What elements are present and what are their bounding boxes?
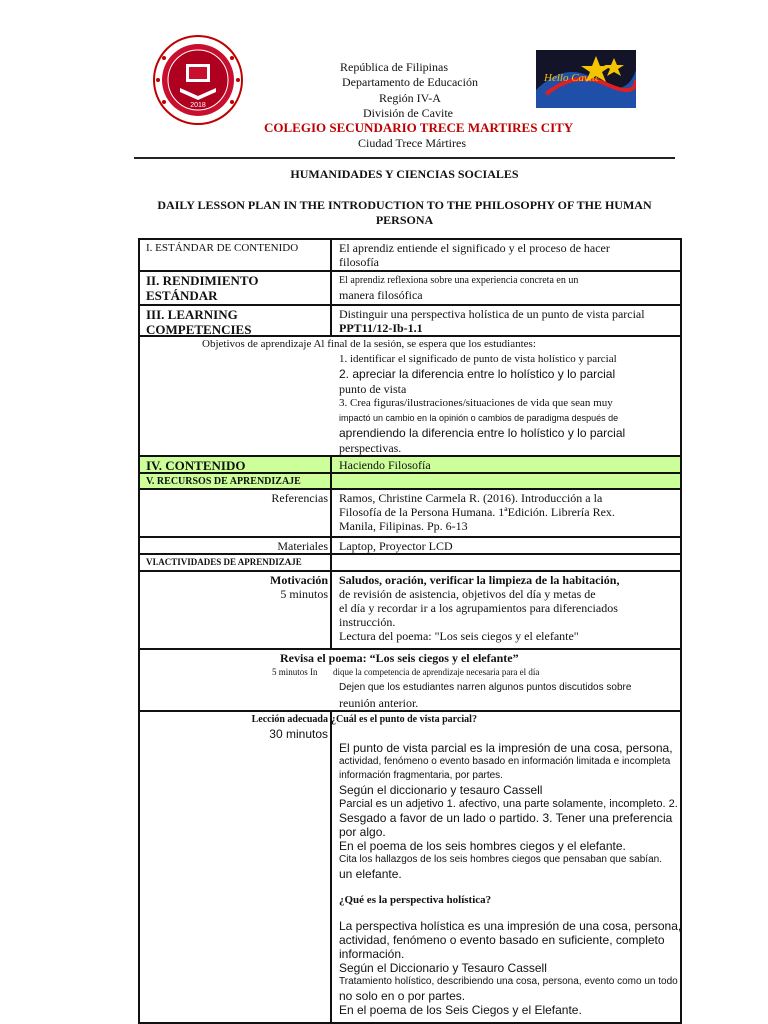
rendimiento-line1: El aprendiz reflexiona sobre una experiencia concreta en un [339,275,579,286]
motivacion-value [333,572,680,648]
objetivo-2b: punto de vista [339,382,407,396]
leccion-h1a: La perspectiva holística es una impresión de una cosa, persona, [339,919,682,933]
rendimiento-label1: II. RENDIMIENTO [146,273,259,288]
motivacion-line3: el día y recordar ir a los agrupamientos para diferenciados [339,601,618,615]
objetivo-3c: aprendiendo la diferencia entre lo holístico y lo parcial [339,426,626,440]
referencias-label: Referencias [140,490,332,536]
motivacion-line2: de revisión de asistencia, objetivos del día y metas de [339,587,596,601]
motivacion-time: 5 minutos [280,587,328,601]
objetivos-intro: Objetivos de aprendizaje Al final de la sesión, se espera que los estudiantes: [202,338,536,350]
materiales-value: Laptop, Proyector LCD [339,539,453,553]
leccion-p5b: un elefante. [339,867,402,881]
plan-title-line2: PERSONA [375,213,434,227]
leccion-p4: En el poema de los seis hombres ciegos y el elefante. [339,839,626,853]
estandar-value [333,240,680,270]
school-seal-logo [152,34,244,126]
leccion-h2: Según el Diccionario y Tesauro Cassell [339,961,547,975]
objetivo-2a: 2. apreciar la diferencia entre lo holístico y lo parcial [339,367,616,381]
motivacion-left [140,572,332,648]
objetivo-3d: perspectivas. [339,441,402,455]
leccion-label: Lección adecuada [251,714,328,725]
revisa-time: 5 minutos In [272,667,318,677]
rendimiento-label [140,272,332,304]
leccion-h1b: actividad, fenómeno o evento basado en suficiente, completo [339,933,665,947]
row-revisa [140,650,680,712]
objetivo-3a: 3. Crea figuras/ilustraciones/situaciones de vida que sean muy [339,397,613,409]
row-materiales [140,538,680,555]
contenido-value: Haciendo Filosofía [339,458,431,472]
plan-title-line1: DAILY LESSON PLAN IN THE INTRODUCTION TO THE PHILOSOPHY OF THE HUMAN [157,198,652,212]
header-divider [134,157,675,159]
row-rendimiento [140,272,680,306]
rendimiento-value [333,272,680,304]
leccion-q1: ¿Cuál es el punto de vista parcial? [331,714,477,725]
actividades-value [333,555,680,570]
row-contenido [140,457,680,474]
motivacion-line1: Saludos, oración, verificar la limpieza de la habitación, [339,573,620,587]
lesson-plan-table [138,238,682,1024]
objetivo-3b: impactó un cambio en la opinión o cambios de paradigma después de [339,413,619,423]
leccion-p3c: por algo. [339,825,386,839]
header-division: División de Cavite [363,106,453,120]
row-recursos [140,474,680,490]
estandar-label: I. ESTÁNDAR DE CONTENIDO [140,240,332,270]
leccion-p3a: Parcial es un adjetivo 1. afectivo, una parte solamente, incompleto. 2. [339,798,678,810]
revisa-line2: dique la competencia de aprendizaje necesaria para el día [333,667,540,677]
motivacion-line5: Lectura del poema: "Los seis ciegos y el elefante" [339,629,579,643]
row-estandar [140,240,680,272]
leccion-p2: Según el diccionario y tesauro Cassell [339,783,543,797]
rendimiento-line2: manera filosófica [339,288,423,302]
leccion-h3b: no solo en o por partes. [339,989,466,1003]
leccion-p5a: Cita los hallazgos de los seis hombres ciegos que pensaban que sabían. [339,854,662,865]
leccion-p1b: actividad, fenómeno o evento basado en información limitada e incompleta [339,756,671,767]
rendimiento-label2: ESTÁNDAR [146,288,218,303]
referencia-line3: Manila, Filipinas. Pp. 6-13 [339,519,468,533]
motivacion-label: Motivación [270,573,328,587]
learning-label2: COMPETENCIES [146,322,252,337]
referencia-line2: Filosofía de la Persona Humana. 1ªEdición. Librería Rex. [339,505,615,519]
subject-title: HUMANIDADES Y CIENCIAS SOCIALES [290,167,519,181]
referencias-value [333,490,680,536]
leccion-q2: ¿Qué es la perspectiva holística? [339,894,492,906]
header-city: Ciudad Trece Mártires [358,136,466,150]
school-name: COLEGIO SECUNDARIO TRECE MARTIRES CITY [264,120,574,135]
revisa-line3: Dejen que los estudiantes narren algunos puntos discutidos sobre [339,682,632,693]
referencia-line1: Ramos, Christine Carmela R. (2016). Introducción a la [339,491,603,505]
header-region: Región IV-A [379,91,441,105]
revisa-line1: Revisa el poema: “Los seis ciegos y el elefante” [280,651,519,665]
hello-cavite-text: Hello Cavite [544,72,600,84]
recursos-label: V. RECURSOS DE APRENDIZAJE [140,474,332,488]
row-actividades [140,555,680,572]
leccion-value [333,712,680,1024]
objetivos-list [339,352,673,455]
motivacion-line4: instrucción. [339,615,396,629]
leccion-p3b: Sesgado a favor de un lado o partido. 3. Tener una preferencia [339,811,673,825]
row-learning [140,306,680,337]
seal-year: 2018 [190,102,206,109]
estandar-line2: filosofía [339,255,379,269]
leccion-time: 30 minutos [269,727,328,741]
row-leccion [140,712,680,1024]
leccion-h4: En el poema de los Seis Ciegos y el Elefante. [339,1003,582,1017]
row-motivacion [140,572,680,650]
row-objetivos [140,337,680,457]
estandar-line1: El aprendiz entiende el significado y el proceso de hacer [339,241,610,255]
leccion-h3a: Tratamiento holístico, describiendo una cosa, persona, evento como un todo [339,976,678,987]
header-department: Departamento de Educación [342,75,478,89]
leccion-left [140,712,332,1024]
leccion-p1c: información fragmentaria, por partes. [339,770,503,781]
row-referencias [140,490,680,538]
learning-code: PPT11/12-Ib-1.1 [339,321,423,335]
recursos-value [333,474,680,488]
learning-label1: III. LEARNING [146,307,238,322]
objetivo-1: 1. identificar el significado de punto de vista holístico y parcial [339,353,617,365]
header-republic: República de Filipinas [340,60,448,74]
revisa-line4: reunión anterior. [339,696,419,710]
learning-label [140,306,332,335]
learning-value [333,306,680,335]
learning-line1: Distinguir una perspectiva holística de un punto de vista parcial [339,307,645,321]
materiales-label: Materiales [140,538,332,553]
contenido-label: IV. CONTENIDO [140,457,332,472]
leccion-h1c: información. [339,947,405,961]
actividades-label: VI.ACTIVIDADES DE APRENDIZAJE [140,555,332,570]
leccion-p1a: El punto de vista parcial es la impresión de una cosa, persona, [339,741,673,755]
